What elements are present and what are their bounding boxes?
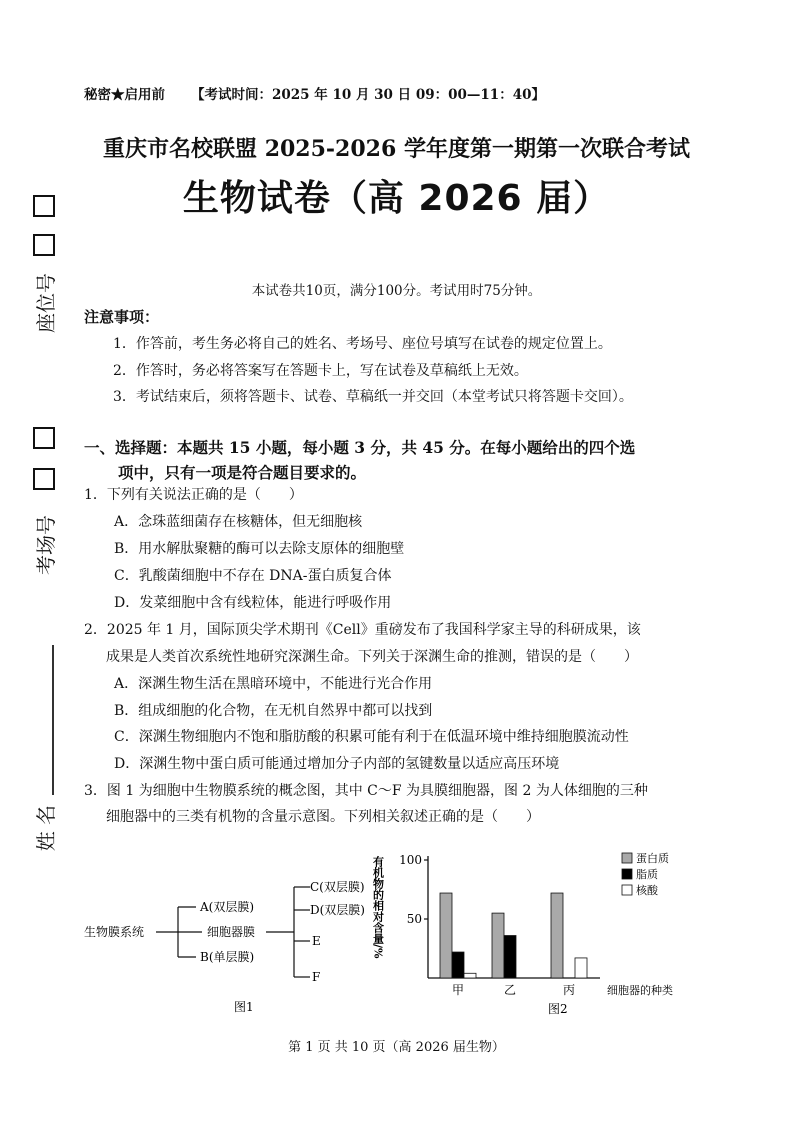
question-1-stem: 1．下列有关说法正确的是（ ） <box>84 487 303 503</box>
figure-1-concept-diagram <box>80 870 380 1020</box>
chart-legend-label: 蛋白质 <box>636 852 669 865</box>
chart-ylabel: 有机物的相对含量/% <box>371 856 385 959</box>
diagram-leaf-e: E <box>312 934 321 948</box>
figure-2-caption: 图2 <box>548 1002 568 1016</box>
notice-item: 1．作答前，考生务必将自己的姓名、考场号、座位号填写在试卷的规定位置上。 <box>113 336 612 352</box>
diagram-branch-organelle: 细胞器膜 <box>207 925 256 939</box>
chart-legend-swatch <box>622 869 632 879</box>
diagram-leaf-f: F <box>312 970 321 984</box>
question-3-stem-line1: 3．图 1 为细胞中生物膜系统的概念图，其中 C～F 为具膜细胞器，图 2 为人体细胞的三种 <box>84 783 648 799</box>
seat-box-2 <box>33 234 55 256</box>
notice-item: 3．考试结束后，须将答题卡、试卷、草稿纸一并交回（本堂考试只将答题卡交回）。 <box>113 389 633 405</box>
question-2-option: D．深渊生物中蛋白质可能通过增加分子内部的氢键数量以适应高压环境 <box>114 756 560 772</box>
question-1-option: C．乳酸菌细胞中不存在 DNA-蛋白质复合体 <box>114 568 392 584</box>
question-1-option: D．发菜细胞中含有线粒体，能进行呼吸作用 <box>114 595 392 611</box>
seat-number-label: 座位号 <box>34 273 58 333</box>
figure-1-caption: 图1 <box>234 1000 254 1014</box>
diagram-branch-a: A(双层膜) <box>200 900 255 914</box>
chart-bar <box>575 958 587 978</box>
section-heading-line2: 项中，只有一项是符合题目要求的。 <box>118 463 367 482</box>
header-line <box>84 83 545 103</box>
chart-bar <box>492 913 504 978</box>
exam-time: 【考试时间：2025 年 10 月 30 日 09：00—11：40】 <box>191 87 545 103</box>
chart-bar <box>452 952 464 978</box>
diagram-root: 生物膜系统 <box>84 925 145 939</box>
question-2-option: A．深渊生物生活在黑暗环境中，不能进行光合作用 <box>114 676 433 692</box>
name-label: 姓 名 <box>34 804 58 852</box>
room-box-1 <box>33 427 55 449</box>
chart-category-label: 甲 <box>451 983 465 997</box>
chart-legend-label: 核酸 <box>636 884 658 897</box>
chart-bar <box>551 893 563 978</box>
diagram-branch-b: B(单层膜) <box>200 950 255 964</box>
chart-bar <box>440 893 452 978</box>
question-2-option: B．组成细胞的化合物，在无机自然界中都可以找到 <box>114 703 433 719</box>
figure-2-bar-chart <box>370 838 700 1018</box>
room-box-2 <box>33 468 55 490</box>
chart-legend-swatch <box>622 853 632 863</box>
notice-heading: 注意事项： <box>84 308 160 326</box>
exam-room-label: 考场号 <box>34 515 58 575</box>
diagram-leaf-c: C(双层膜) <box>310 880 365 894</box>
chart-bar <box>504 936 516 978</box>
chart-legend-label: 脂质 <box>636 868 658 881</box>
chart-category-label: 丙 <box>562 983 576 997</box>
question-3-stem-line2: 细胞器中的三类有机物的含量示意图。下列相关叙述正确的是（ ） <box>106 809 540 825</box>
page-footer: 第 1 页 共 10 页（高 2026 届生物） <box>288 1040 505 1055</box>
chart-y-tick-label: 100 <box>399 853 422 867</box>
diagram-leaf-d: D(双层膜) <box>310 903 365 917</box>
confidential-mark: 秘密★启用前 <box>84 87 165 103</box>
subject-title: 生物试卷（高 2026 届） <box>182 178 611 219</box>
chart-y-tick-label: 50 <box>406 912 422 926</box>
question-2-stem-line1: 2．2025 年 1 月，国际顶尖学术期刊《Cell》重磅发布了我国科学家主导的科研成果，该 <box>84 622 641 638</box>
notice-item: 2．作答时，务必将答案写在答题卡上，写在试卷及草稿纸上无效。 <box>113 363 528 379</box>
chart-bar <box>464 973 476 978</box>
chart-xlabel: 细胞器的种类 <box>607 984 673 997</box>
question-1-option: A．念珠蓝细菌存在核糖体，但无细胞核 <box>114 514 363 530</box>
name-write-line <box>52 645 54 795</box>
question-2-option: C．深渊生物细胞内不饱和脂肪酸的积累可能有利于在低温环境中维持细胞膜流动性 <box>114 729 629 745</box>
question-1-option: B．用水解肽聚糖的酶可以去除支原体的细胞壁 <box>114 541 405 557</box>
exam-title: 重庆市名校联盟 2025-2026 学年度第一期第一次联合考试 <box>103 136 690 162</box>
page-info: 本试卷共10页，满分100分。考试用时75分钟。 <box>251 283 542 299</box>
chart-category-label: 乙 <box>503 983 517 997</box>
question-2-stem-line2: 成果是人类首次系统性地研究深渊生命。下列关于深渊生命的推测，错误的是（ ） <box>106 649 638 665</box>
section-heading-line1: 一、选择题：本题共 15 小题，每小题 3 分，共 45 分。在每小题给出的四个选 <box>84 438 636 457</box>
chart-legend-swatch <box>622 885 632 895</box>
